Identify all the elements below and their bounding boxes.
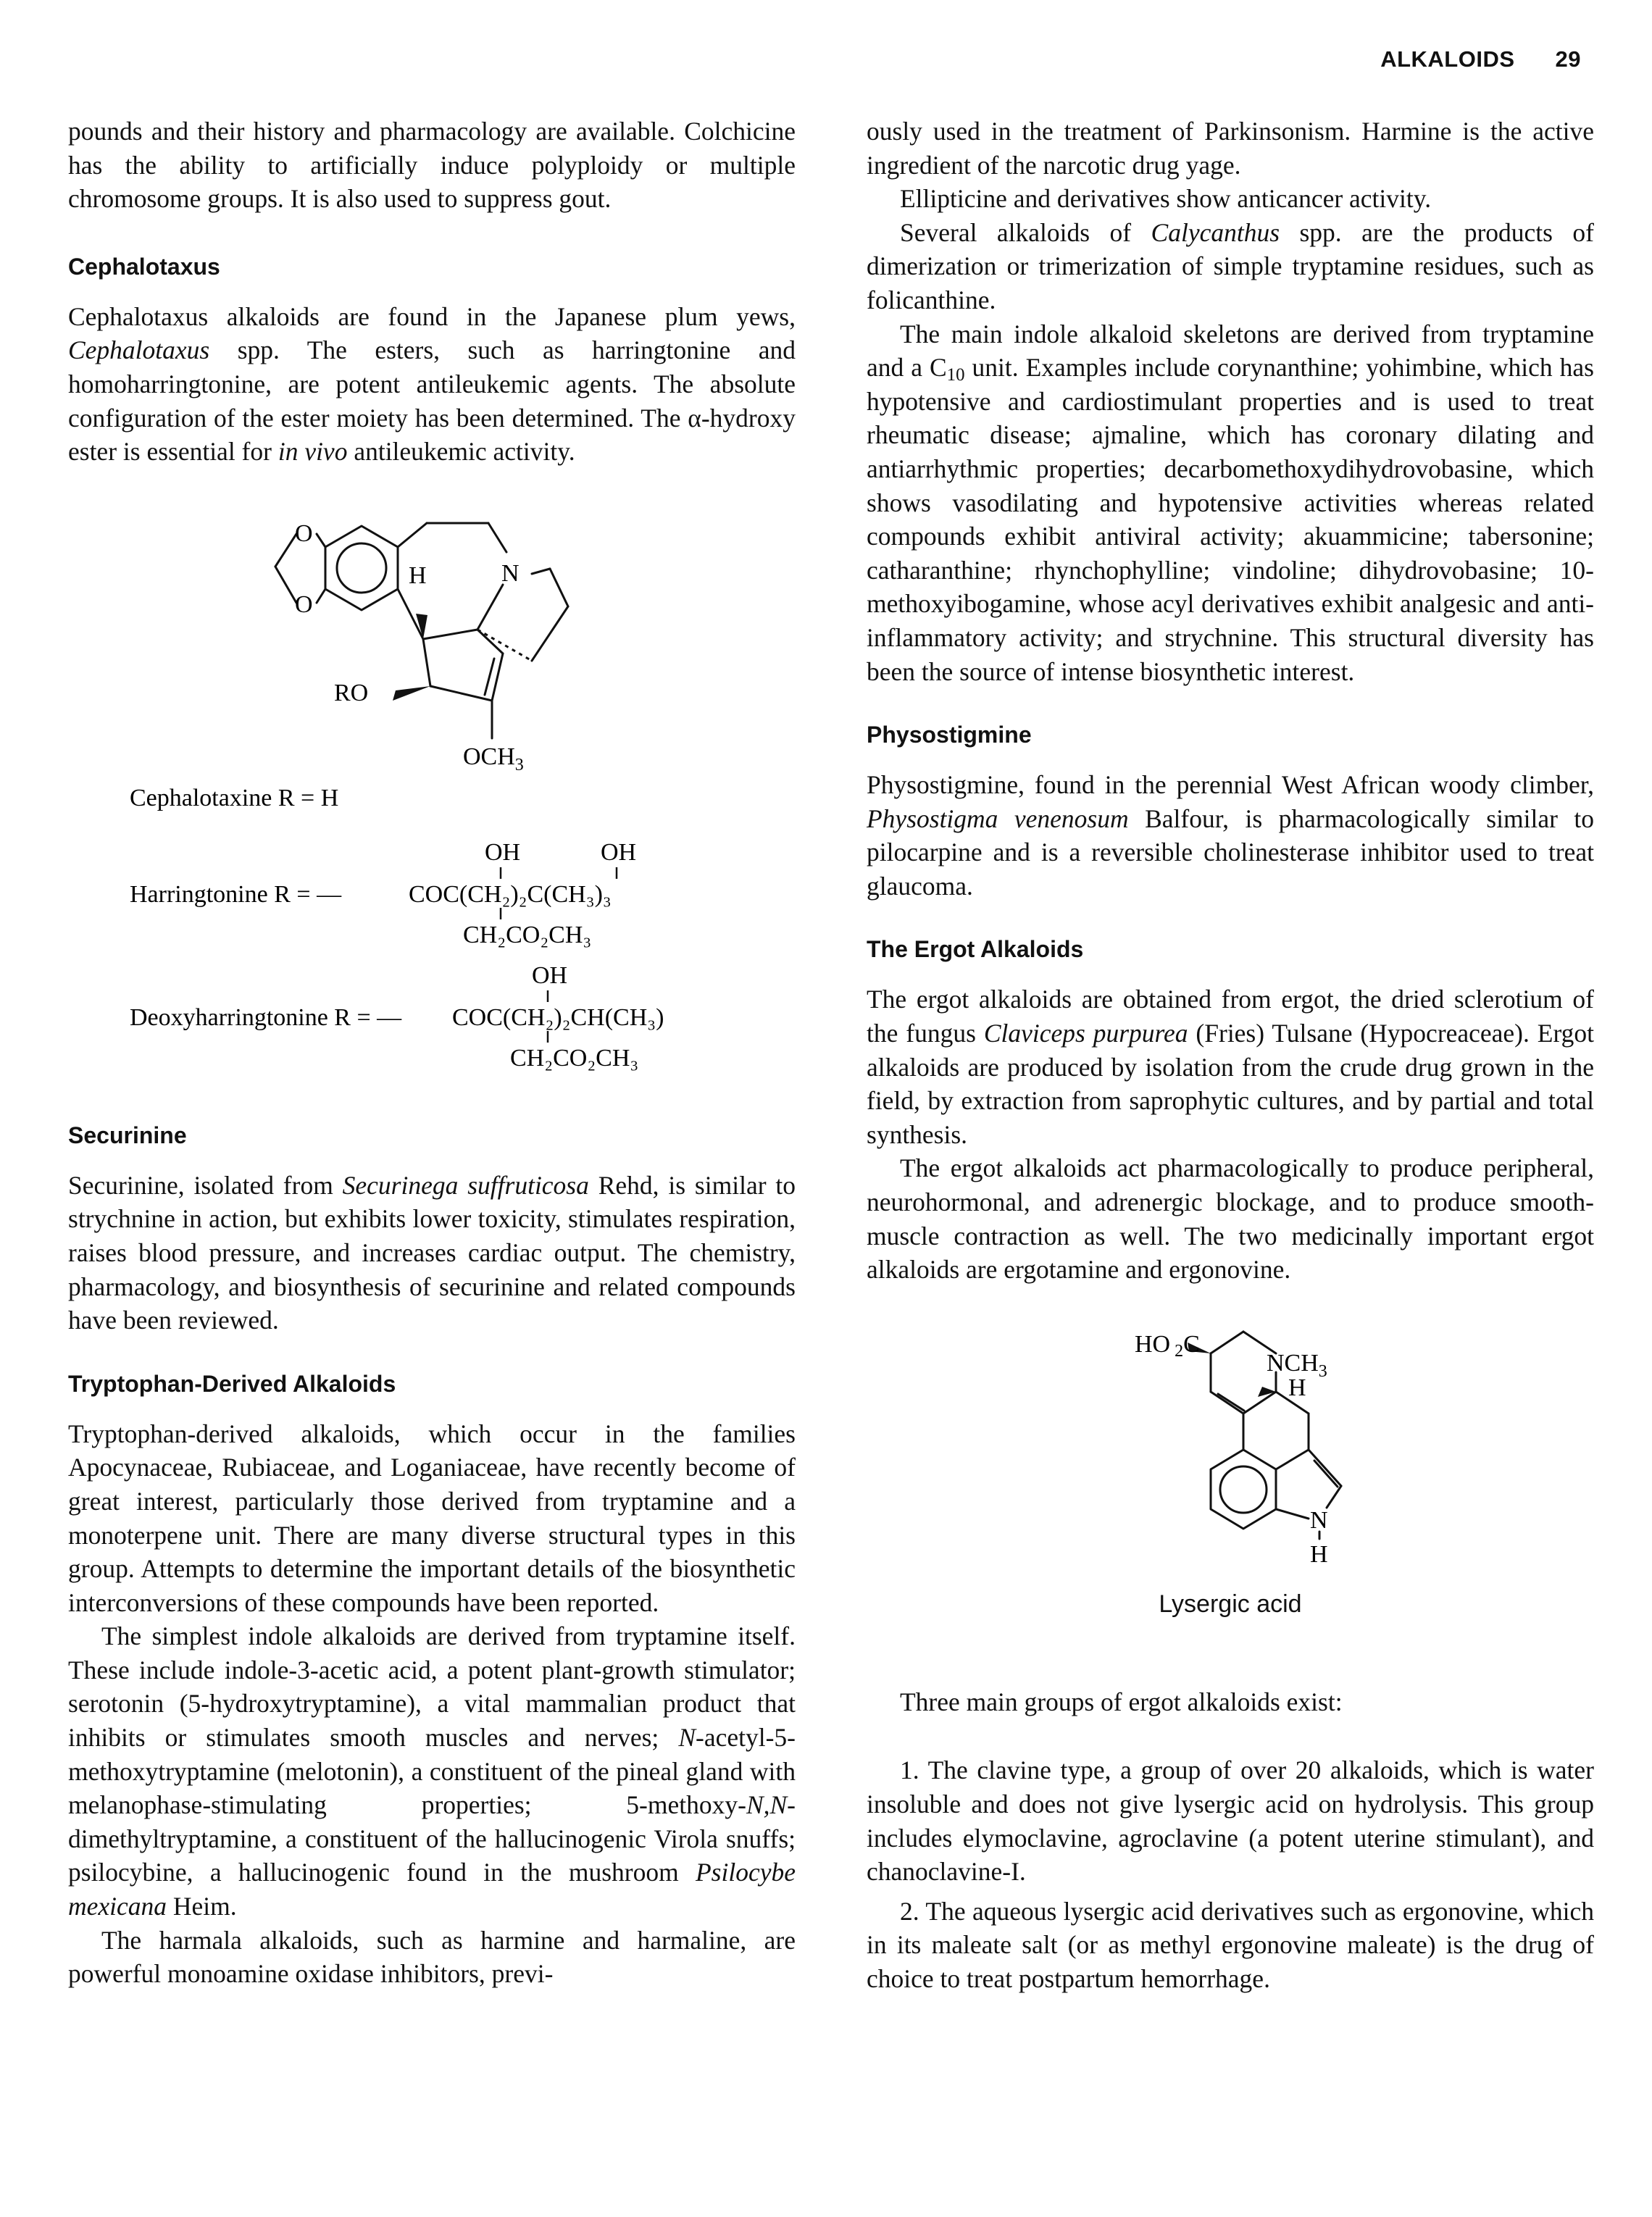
paragraph-tryptophan-1: Tryptophan-derived alkaloids, which occur in the families Apocynaceae, Rubiaceae, and Loganiaceae, have recently become of great interest, particularly those derived from tryptamine and a monoterpene unit. There are many diverse structural types in this group. Attempts to determine the important details of the biosynthetic interconversions of these compounds have been reported. xyxy=(68,1419,796,1617)
heading-securinine: Securinine xyxy=(68,1122,187,1148)
cephalotaxine-structure xyxy=(68,469,796,1099)
paragraph-ergot-2: The ergot alkaloids act pharmacologically to produce peripheral, neurohormonal, and adrenergic blockage, and to produce smooth-muscle contraction as well. The two medicinally important ergot alkaloids are ergotamine and ergonovine. xyxy=(867,1153,1594,1285)
atom-h-bottom: H xyxy=(1310,1540,1328,1568)
paragraph-securinine: Securinine, isolated from Securinega suffruticosa Rehd, is similar to strychnine in action, but exhibits lower toxicity, stimulates respiration, raises blood pressure, and increases cardiac output. The chemistry, pharmacology, and biosynthesis of securinine and related compounds have been reviewed. xyxy=(68,1170,796,1335)
running-head xyxy=(1380,46,1581,72)
aromatic-circle xyxy=(337,543,386,593)
cephalotaxine-figure xyxy=(68,469,796,1099)
paragraph-physostigmine: Physostigmine, found in the perennial West African woody climber, Physostigma venenosum Balfour, is pharmacologically similar to pilocarpine and is a reversible cholinesterase inhibitor used to treat glaucoma. xyxy=(867,770,1594,901)
paragraph-ellipticine: Ellipticine and derivatives show anticancer activity. xyxy=(900,184,1432,214)
heading-cephalotaxus: Cephalotaxus xyxy=(68,253,220,280)
aromatic-circle xyxy=(1220,1466,1267,1513)
list-item-lysergic-derivatives: 2. The aqueous lysergic acid derivatives such as ergonovine, which in its maleate salt (or as methyl ergonovine maleate) is the drug of choice to treat postpartum hemorrhage. xyxy=(867,1896,1594,1993)
paragraph-three-groups: Three main groups of ergot alkaloids exist: xyxy=(900,1687,1343,1716)
wedge-bond-ro xyxy=(393,686,430,701)
heading-physostigmine: Physostigmine xyxy=(867,722,1032,748)
harringtonine-oh-1: OH xyxy=(485,838,521,866)
left-column xyxy=(68,114,796,1991)
atom-o-bottom: O xyxy=(295,590,313,618)
deoxyharringtonine-label: Deoxyharringtonine R = — xyxy=(130,1003,402,1031)
deoxyharringtonine-formula: COC(CH₂)₂CH(CH₃) xyxy=(452,1003,664,1031)
harringtonine-label: Harringtonine R = — xyxy=(130,880,342,908)
paragraph-tryptophan-2: The simplest indole alkaloids are derived from tryptamine itself. These include indole-3-acetic acid, a potent plant-growth stimulator; serotonin (5-hydroxytryptamine), a vital mammalian product that inhibits or stimulates smooth muscles and nerves; N-acetyl-5-methoxytryptamine (melotonin), a constituent of the pineal gland with melanophase-stimulating properties; 5-methoxy-N,N-dimethyltryptamine, a constituent of the hallucinogenic Virola snuffs; psilocybine, a hallucinogenic found in the mushroom Psilocybe mexicana Heim. xyxy=(68,1621,796,1921)
atom-n: N xyxy=(1310,1506,1328,1534)
paragraph-calycanthus: Several alkaloids of Calycanthus spp. are the products of dimerization or trimerization of simple tryptamine residues, such as folicanthine. xyxy=(867,217,1595,314)
harringtonine-oh-2: OH xyxy=(601,838,637,866)
paragraph-colchicine-continued: pounds and their history and pharmacology are available. Colchicine has the ability to artificially induce polyploidy or multiple chromosome groups. It is also used to suppress gout. xyxy=(68,117,796,214)
running-head-title: ALKALOIDS xyxy=(1380,46,1515,72)
deoxyharringtonine-substituent: CH₂CO₂CH₃ xyxy=(510,1044,639,1072)
harringtonine-formula: COC(CH₂)₂C(CH₃)₃ xyxy=(409,880,612,908)
heading-tryptophan-derived: Tryptophan-Derived Alkaloids xyxy=(68,1370,396,1397)
paragraph-indole-skeletons: The main indole alkaloid skeletons are derived from tryptamine and a $C_{10}$ unit. Examples include corynanthine; yohimbine, which has hypotensive and cardiostimulant properties and is used to treat rheumatic disease; ajmaline, which has coronary dilating and antiarrhythmic properties; decarbomethoxydihydrovobasine, which shows vasodilating and hypotensive activities whereas related compounds exhibit antiviral activity; akuammicine; tabersonine; catharanthine; rhynchophylline; vindoline; dihydrovobasine; 10-methoxyibogamine, whose acyl derivatives exhibit analgesic and anti-inflammatory activity; and strychnine. This structural diversity has been the source of intense biosynthetic interest. xyxy=(867,319,1594,686)
atom-och3: $OCH_3$ xyxy=(463,743,524,775)
harringtonine-substituent: CH₂CO₂CH₃ xyxy=(463,921,592,948)
list-item-clavine: 1. The clavine type, a group of over 20 alkaloids, which is water insoluble and does not give lysergic acid on hydrolysis. This group includes elymoclavine, agroclavine (a potent uterine stimulant), and chanoclavine-I. xyxy=(867,1755,1594,1887)
cephalotaxine-label: Cephalotaxine R = H xyxy=(130,784,339,811)
atom-n: N xyxy=(501,559,520,587)
atom-ro: RO xyxy=(334,679,369,706)
atom-nch3: $NCH_3$ xyxy=(1267,1349,1327,1381)
lysergic-acid-figure xyxy=(867,1308,1594,1685)
atom-h-top: H xyxy=(1288,1374,1306,1401)
deoxyharringtonine-oh: OH xyxy=(532,961,568,989)
heading-ergot-alkaloids: The Ergot Alkaloids xyxy=(867,936,1084,963)
paragraph-ergot-1: The ergot alkaloids are obtained from ergot, the dried sclerotium of the fungus Claviceps purpurea (Fries) Tulsane (Hypocreaceae). Ergot alkaloids are produced by isolation from the crude drug grown in the field, by extraction from saprophytic cultures, and by partial and total synthesis. xyxy=(867,985,1595,1149)
paragraph-harmala-continued: ously used in the treatment of Parkinsonism. Harmine is the active ingredient of the narcotic drug yage. xyxy=(867,117,1594,180)
wedge-bond-h xyxy=(1258,1387,1276,1397)
atom-h: H xyxy=(409,561,427,589)
lysergic-acid-caption: Lysergic acid xyxy=(1159,1590,1302,1618)
paragraph-cephalotaxus: Cephalotaxus alkaloids are found in the Japanese plum yews, Cephalotaxus spp. The esters, such as harringtonine and homoharringtonine, are potent antileukemic agents. The absolute configuration of the ester moiety has been determined. The α-hydroxy ester is essential for in vivo antileukemic activity. xyxy=(68,301,796,467)
right-column xyxy=(867,114,1594,1996)
page-number: 29 xyxy=(1555,46,1581,72)
paragraph-tryptophan-3: The harmala alkaloids, such as harmine and harmaline, are powerful monoamine oxidase inhibitors, previ- xyxy=(68,1925,796,1989)
atom-o-top: O xyxy=(295,519,313,547)
atom-ho2c: HO 2C xyxy=(1135,1330,1200,1361)
